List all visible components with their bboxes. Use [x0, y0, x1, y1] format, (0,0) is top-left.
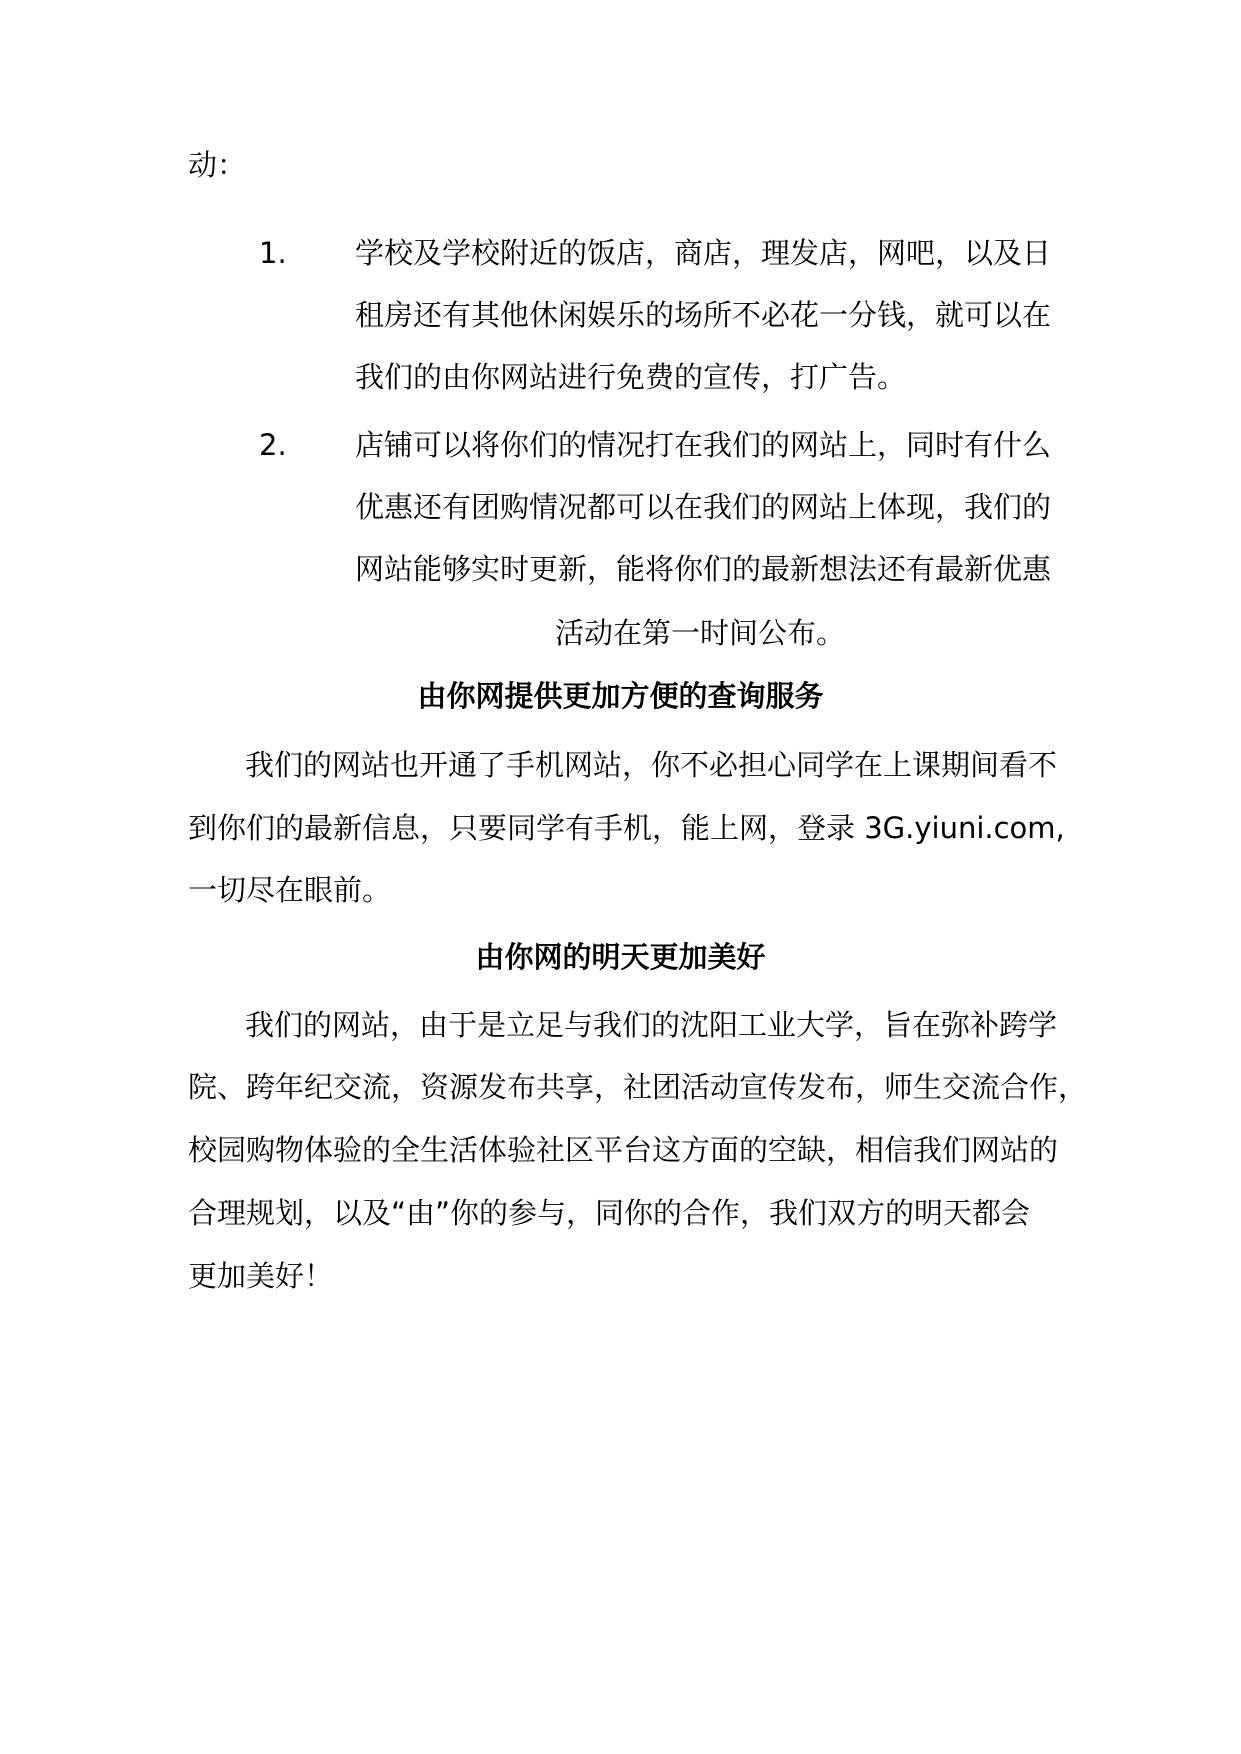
list-item-2-line-4: 活动在第一时间公布。 — [555, 616, 846, 650]
list-item-1-line-2: 租房还有其他休闲娱乐的场所不必花一分钱，就可以在 — [355, 298, 1052, 332]
section1-paragraph-line-3: 一切尽在眼前。 — [188, 873, 392, 907]
intro-tail-text: 动： — [188, 148, 247, 182]
section-heading-query-service: 由你网提供更加方便的查询服务 — [417, 679, 824, 713]
list-item-1-line-3: 我们的由你网站进行免费的宣传，打广告。 — [355, 360, 907, 394]
section-heading-better-tomorrow: 由你网的明天更加美好 — [475, 940, 766, 974]
section2-paragraph-line-3: 校园购物体验的全生活体验社区平台这方面的空缺，相信我们网站的 — [188, 1133, 1059, 1167]
list-item-1-line-1: 学校及学校附近的饭店，商店，理发店，网吧，以及日 — [355, 236, 1052, 270]
list-item-2-line-3: 网站能够实时更新，能将你们的最新想法还有最新优惠 — [355, 552, 1052, 586]
list-item-2-line-1: 店铺可以将你们的情况打在我们的网站上，同时有什么 — [355, 428, 1052, 462]
section2-paragraph-line-2: 院、跨年纪交流，资源发布共享，社团活动宣传发布，师生交流合作， — [188, 1070, 1088, 1104]
list-number-1: 1. — [259, 236, 287, 270]
list-item-2-line-2: 优惠还有团购情况都可以在我们的网站上体现，我们的 — [355, 490, 1052, 524]
section1-paragraph-line-2: 到你们的最新信息，只要同学有手机，能上网，登录 3G.yiuni.com, — [188, 811, 1065, 845]
section2-paragraph-line-1: 我们的网站，由于是立足与我们的沈阳工业大学，旨在弥补跨学 — [245, 1008, 1058, 1042]
section2-paragraph-line-4: 合理规划，以及“由”你的参与，同你的合作，我们双方的明天都会 — [188, 1196, 1031, 1230]
list-number-2: 2. — [259, 428, 287, 462]
section2-paragraph-line-5: 更加美好！ — [188, 1259, 334, 1293]
section1-paragraph-line-1: 我们的网站也开通了手机网站，你不必担心同学在上课期间看不 — [245, 748, 1058, 782]
